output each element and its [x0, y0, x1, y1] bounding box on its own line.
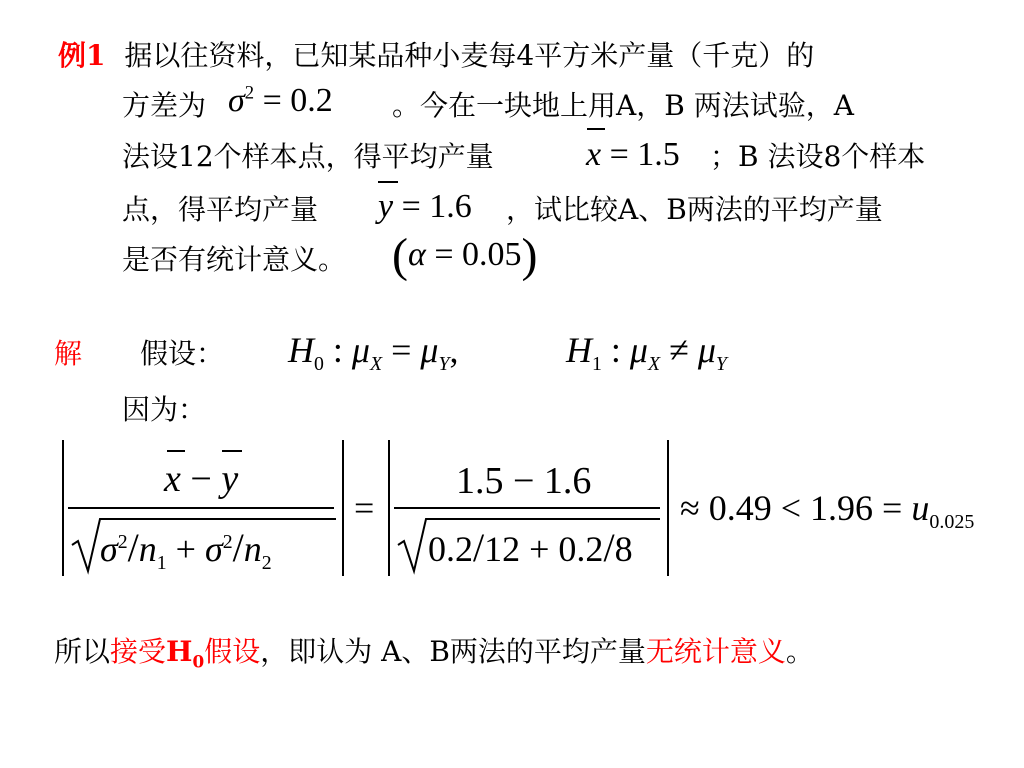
- conclusion-accept: 接受$H_0$假设: [110, 635, 261, 672]
- sigma-equation: $\sigma^2 = 0.2$: [228, 82, 333, 119]
- xbar-overline: [587, 128, 605, 130]
- problem-text-3-post: ；B 法设8个样本: [710, 140, 926, 173]
- problem-text-5-pre: 是否有统计意义。: [122, 243, 347, 276]
- example-label: 例1: [58, 39, 106, 72]
- problem-text-3-pre: 法设12个样本点，得平均产量: [122, 140, 494, 173]
- lhs-xbar-overline: [167, 450, 185, 452]
- lhs-fraction-line: [68, 507, 334, 509]
- ybar-equation: y = 1.6: [378, 188, 472, 225]
- conclusion-pre: 所以: [54, 635, 111, 668]
- hypothesis-label: 假设：: [140, 337, 225, 370]
- lhs-ybar-overline: [222, 450, 242, 452]
- ybar-overline: [378, 181, 398, 183]
- alpha-equation: (α = 0.05): [392, 229, 538, 282]
- xbar-equation: x = 1.5: [586, 136, 680, 173]
- mid-denominator: 0.2/12 + 0.2/8: [428, 525, 633, 570]
- conclusion-no-significance: 无统计意义: [645, 635, 786, 668]
- problem-line-1: [58, 39, 815, 72]
- abs-bar-right-2: [667, 440, 669, 576]
- lhs-denominator: $\sigma^2/n_1 + \sigma^2/n_2$: [100, 525, 272, 575]
- problem-text-2-mid: 。今在一块地上用A，B 两法试验，A: [392, 89, 854, 122]
- problem-text-4-post: ，试比较A、B两法的平均产量: [506, 193, 883, 226]
- solution-label: 解: [54, 337, 83, 370]
- abs-bar-left-2: [388, 440, 390, 576]
- problem-text-4-pre: 点，得平均产量: [122, 193, 319, 226]
- mid-fraction-line: [394, 507, 660, 509]
- equals-sign: =: [354, 488, 375, 528]
- problem-text-1: 据以往资料，已知某品种小麦每4平方米产量（千克）的: [124, 39, 815, 72]
- problem-text-2-pre: 方差为: [122, 89, 207, 122]
- result-expression: ≈ $0.49 < 1.96 = u_{0.025}$: [680, 488, 975, 534]
- mid-numerator: 1.5 − 1.6: [456, 460, 592, 502]
- conclusion-end: 。: [785, 635, 814, 668]
- abs-bar-right-1: [342, 440, 344, 576]
- hypothesis-h1: $H_1$ : $\mu_X \ne \mu_Y$: [566, 330, 727, 376]
- because-label: 因为：: [122, 393, 207, 426]
- hypothesis-h0: $H_0$ : $\mu_X = \mu_Y$,: [288, 330, 459, 376]
- lhs-numerator: x − y: [164, 458, 239, 500]
- conclusion-line: [54, 635, 814, 672]
- abs-bar-left-1: [62, 440, 64, 576]
- conclusion-mid: ，即认为 A、B两法的平均产量: [260, 635, 646, 668]
